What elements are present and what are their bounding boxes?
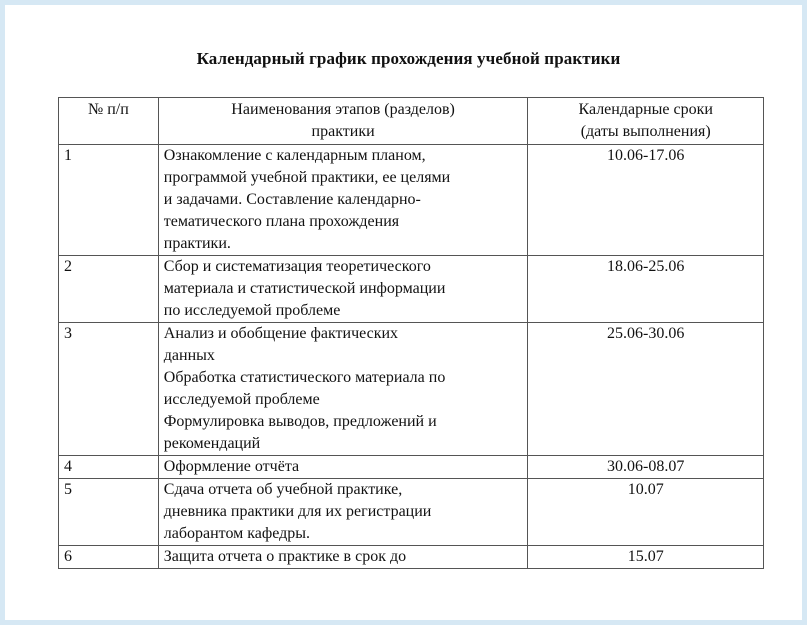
table-row (59, 323, 764, 456)
row-dates: 10.06-17.06 (528, 145, 764, 256)
row-number: 2 (59, 256, 159, 323)
document-title: Календарный график прохождения учебной практики (196, 49, 621, 68)
header-dates: Календарные сроки (даты выполнения) (528, 98, 764, 145)
row-number: 5 (59, 479, 159, 546)
row-stage: Ознакомление с календарным планом, программой учебной практики, ее целями и задачами. Составление календарно- тематического плана прохождения практики. (158, 145, 528, 256)
table-row (59, 479, 764, 546)
row-stage: Оформление отчёта (158, 456, 528, 479)
row-stage: Сбор и систематизация теоретического материала и статистической информации по исследуемой проблеме (158, 256, 528, 323)
schedule-table (58, 97, 764, 569)
row-number: 3 (59, 323, 159, 456)
row-stage: Анализ и обобщение фактических данных Обработка статистического материала по исследуемой проблеме Формулировка выводов, предложений и рекомендаций (158, 323, 528, 456)
row-number: 4 (59, 456, 159, 479)
row-stage: Сдача отчета об учебной практике, дневника практики для их регистрации лаборантом кафедры. (158, 479, 528, 546)
table-row (59, 546, 764, 569)
row-stage: Защита отчета о практике в срок до (158, 546, 528, 569)
row-dates: 18.06-25.06 (528, 256, 764, 323)
row-dates: 25.06-30.06 (528, 323, 764, 456)
table-row (59, 256, 764, 323)
table-row (59, 456, 764, 479)
row-dates: 30.06-08.07 (528, 456, 764, 479)
row-dates: 10.07 (528, 479, 764, 546)
header-stage: Наименования этапов (разделов) практики (158, 98, 528, 145)
row-number: 1 (59, 145, 159, 256)
table-header-row (59, 98, 764, 145)
row-number: 6 (59, 546, 159, 569)
row-dates: 15.07 (528, 546, 764, 569)
header-number: № п/п (59, 98, 159, 145)
table-row (59, 145, 764, 256)
